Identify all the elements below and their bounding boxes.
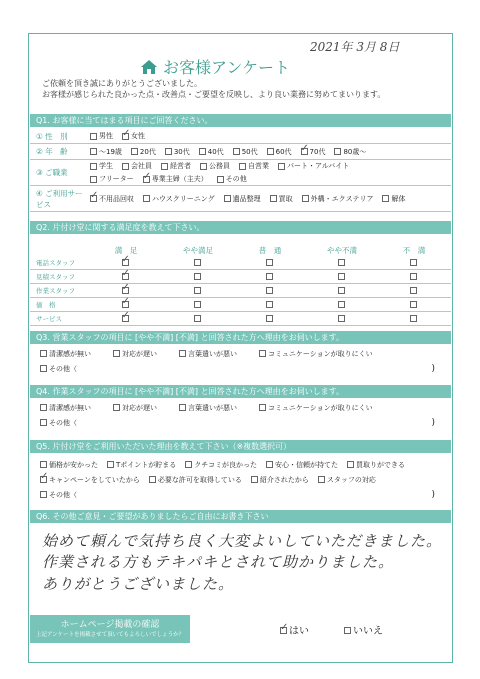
checkbox[interactable]	[143, 195, 150, 202]
q6-header: Q6. その他ご意見・ご要望がありましたらご自由にお書き下さい	[30, 510, 451, 523]
checkbox[interactable]	[270, 195, 277, 202]
comment-line: 始めて頼んで気持ち良く大変よいしていただきました。	[42, 532, 443, 550]
grid-row: 価 格 ✓	[30, 298, 451, 312]
checkbox[interactable]	[90, 163, 97, 170]
date-field: 2021年 3月 8日	[310, 40, 400, 54]
option[interactable]: Tポイントが貯まる	[107, 460, 176, 470]
option[interactable]: ～19歳	[90, 148, 122, 156]
option[interactable]: 価格が安かった	[40, 460, 98, 470]
checkbox[interactable]	[194, 287, 201, 294]
option[interactable]: 遺品整理	[224, 195, 261, 203]
checkbox[interactable]	[410, 301, 417, 308]
option[interactable]: 外構・エクステリア	[302, 195, 374, 203]
checkbox[interactable]	[185, 461, 192, 468]
option[interactable]: 対応が遅い	[113, 349, 157, 359]
q1-header: Q1. お客様に当てはまる項目にご回答ください。	[30, 114, 451, 127]
option[interactable]: 30代	[165, 148, 190, 156]
q1-row: ③ ご職業 学生 会社員 経営者 公務員 自営業 パート・アルバイト フリーター✓ 専業主婦（主夫） その他	[30, 160, 451, 186]
option[interactable]: スタッフの対応	[318, 475, 376, 485]
checkbox[interactable]	[40, 461, 47, 468]
checkbox[interactable]	[266, 301, 273, 308]
checkbox[interactable]	[122, 273, 129, 280]
grid-header	[30, 244, 451, 256]
checkbox[interactable]	[266, 315, 273, 322]
checkbox[interactable]	[318, 476, 325, 483]
checkbox[interactable]	[122, 287, 129, 294]
checkbox[interactable]	[40, 404, 47, 411]
checkbox[interactable]	[302, 195, 309, 202]
checkbox[interactable]	[40, 350, 47, 357]
checkbox[interactable]	[239, 163, 246, 170]
checkbox[interactable]	[217, 176, 224, 183]
checkbox[interactable]	[161, 163, 168, 170]
option[interactable]: 経営者	[161, 162, 191, 170]
checkbox[interactable]	[149, 476, 156, 483]
checkbox[interactable]	[266, 287, 273, 294]
q1-row: ① 性 別 男性✓ 女性	[30, 129, 451, 144]
option[interactable]: 紹介されたから	[251, 475, 309, 485]
col-label: 普 通	[258, 245, 282, 255]
q2-header: Q2. 片付け堂に関する満足度を教えて下さい。	[30, 221, 451, 234]
col-label: やや不満	[327, 245, 357, 255]
checkbox[interactable]	[224, 195, 231, 202]
option[interactable]: 会社員	[122, 162, 152, 170]
checkbox[interactable]	[143, 176, 150, 183]
checkbox[interactable]	[107, 461, 114, 468]
checkbox[interactable]	[122, 163, 129, 170]
checkbox[interactable]	[122, 301, 129, 308]
checkbox[interactable]	[338, 273, 345, 280]
checkbox[interactable]	[199, 148, 206, 155]
checkbox[interactable]	[410, 259, 417, 266]
intro-text: ご依頼を頂き誠にありがとうございました。 お客様が感じられた良かった点・改善点・ご要望を反映し、より良い業務に努めてまいります。	[42, 79, 386, 99]
publish-consent	[30, 615, 451, 643]
checkbox[interactable]	[338, 301, 345, 308]
option[interactable]: 言葉遣いが悪い	[179, 349, 237, 359]
option[interactable]: ✓キャンペーンをしていたから	[40, 475, 140, 485]
grid-row: 作業スタッフ ✓	[30, 284, 451, 298]
option[interactable]: 言葉遣いが悪い	[179, 403, 237, 413]
consent-no[interactable]: いいえ	[344, 622, 383, 637]
checkbox[interactable]	[194, 273, 201, 280]
checkbox[interactable]	[382, 195, 389, 202]
checkbox[interactable]	[40, 491, 47, 498]
checkbox[interactable]	[194, 259, 201, 266]
checkbox[interactable]	[113, 350, 120, 357]
checkbox[interactable]	[194, 301, 201, 308]
checkbox[interactable]	[347, 461, 354, 468]
checkbox[interactable]	[338, 287, 345, 294]
comment-line: ありがとうございました。	[42, 575, 235, 593]
checkbox[interactable]	[280, 627, 287, 634]
option[interactable]: パート・アルバイト	[278, 162, 349, 170]
option[interactable]: 20代	[131, 148, 156, 156]
checkbox[interactable]	[259, 404, 266, 411]
checkbox[interactable]	[122, 133, 129, 140]
option[interactable]: 買取	[270, 195, 293, 203]
q5-options: 価格が安かった Tポイントが貯まる クチコミが良かった 安心・信頼が持てた 買取りができる ✓キャンペーンをしていたから 必要な許可を取得している 紹介されたから スタッフの対応 その他（ )	[40, 457, 445, 502]
checkbox[interactable]	[122, 259, 129, 266]
q5-header: Q5. 片付け堂をご利用いただいた理由を教えて下さい（※複数選択可）	[30, 440, 451, 453]
col-label: 不 満	[402, 245, 426, 255]
checkbox[interactable]	[113, 404, 120, 411]
comment-line: 作業される方もテキパキとされて助かりました。	[42, 553, 395, 571]
grid-row: 見積スタッフ ✓	[30, 270, 451, 284]
checkbox[interactable]	[90, 195, 97, 202]
checkbox[interactable]	[301, 148, 308, 155]
option[interactable]: ハウスクリーニング	[143, 195, 215, 203]
option[interactable]: その他	[217, 175, 247, 183]
option[interactable]: 清潔感が無い	[40, 403, 91, 413]
checkbox[interactable]	[267, 148, 274, 155]
checkbox[interactable]	[259, 350, 266, 357]
checkbox[interactable]	[194, 315, 201, 322]
checkbox[interactable]	[40, 419, 47, 426]
checkbox[interactable]	[233, 148, 240, 155]
checkbox[interactable]	[165, 148, 172, 155]
option[interactable]: 必要な許可を取得している	[149, 475, 242, 485]
option[interactable]: ✓不用品回収	[90, 195, 134, 203]
q4-options: 清潔感が無い 対応が遅い 言葉遣いが悪い コミュニケーションが取りにくい その他（ )	[40, 400, 445, 430]
option[interactable]: 学生	[90, 162, 113, 170]
option[interactable]: 50代	[233, 148, 258, 156]
checkbox[interactable]	[410, 315, 417, 322]
checkbox[interactable]	[266, 461, 273, 468]
option[interactable]: 80歳～	[334, 148, 366, 156]
option[interactable]: ✓ 70代	[301, 148, 326, 156]
grid-row: 電話スタッフ ✓	[30, 256, 451, 270]
col-label: やや満足	[183, 245, 213, 255]
q1-row: ④ ご利用サービス ✓不用品回収 ハウスクリーニング 遺品整理 買取 外構・エクステリア 解体	[30, 186, 451, 212]
checkbox[interactable]	[90, 176, 97, 183]
q4-header: Q4. 作業スタッフの項目に [やや不満] [不満] と回答された方へ理由をお伺いします。	[30, 385, 451, 398]
option[interactable]: クチコミが良かった	[185, 460, 257, 470]
checkbox[interactable]	[334, 148, 341, 155]
page-title: お客様アンケート	[140, 55, 290, 78]
q3-options: 清潔感が無い 対応が遅い 言葉遣いが悪い コミュニケーションが取りにくい その他（ )	[40, 346, 445, 376]
checkbox[interactable]	[251, 476, 258, 483]
house-icon	[140, 59, 158, 75]
option[interactable]: 自営業	[239, 162, 269, 170]
checkbox[interactable]	[179, 404, 186, 411]
option[interactable]: 男性	[90, 132, 113, 140]
checkbox[interactable]	[131, 148, 138, 155]
q3-header: Q3. 営業スタッフの項目に [やや不満] [不満] と回答された方へ理由をお伺いします。	[30, 331, 451, 344]
checkbox[interactable]	[278, 163, 285, 170]
checkbox[interactable]	[90, 148, 97, 155]
option[interactable]: コミュニケーションが取りにくい	[259, 403, 373, 413]
option[interactable]: ✓ 女性	[122, 132, 145, 140]
option[interactable]: 40代	[199, 148, 224, 156]
option[interactable]: 60代	[267, 148, 292, 156]
checkbox[interactable]	[344, 627, 351, 634]
checkbox[interactable]	[410, 273, 417, 280]
checkbox[interactable]	[338, 259, 345, 266]
option[interactable]: ✓ 専業主婦（主夫）	[143, 175, 208, 183]
checkbox[interactable]	[410, 287, 417, 294]
consent-yes[interactable]: ✓ はい	[280, 622, 309, 637]
checkbox[interactable]	[266, 273, 273, 280]
option[interactable]: 解体	[382, 195, 405, 203]
option[interactable]: 公務員	[200, 162, 230, 170]
checkbox[interactable]	[40, 476, 47, 483]
checkbox[interactable]	[179, 350, 186, 357]
consent-label: ホームページ掲載の確認 上記アンケートを掲載させて頂いてもよろしいでしょうか？	[30, 615, 190, 643]
checkbox[interactable]	[90, 133, 97, 140]
option[interactable]: 清潔感が無い	[40, 349, 91, 359]
option[interactable]: 対応が遅い	[113, 403, 157, 413]
col-label: 満 足	[114, 245, 138, 255]
option[interactable]: 安心・信頼が持てた	[266, 460, 338, 470]
satisfaction-grid	[30, 244, 451, 326]
option[interactable]: 買取りができる	[347, 460, 405, 470]
checkbox[interactable]	[266, 259, 273, 266]
q1-row: ② 年 齢 ～19歳 20代 30代 40代 50代 60代✓ 70代 80歳～	[30, 144, 451, 160]
checkbox[interactable]	[338, 315, 345, 322]
option[interactable]: コミュニケーションが取りにくい	[259, 349, 373, 359]
option[interactable]: フリーター	[90, 175, 134, 183]
checkbox[interactable]	[200, 163, 207, 170]
grid-row: サービス ✓	[30, 312, 451, 326]
checkbox[interactable]	[122, 315, 129, 322]
checkbox[interactable]	[40, 365, 47, 372]
